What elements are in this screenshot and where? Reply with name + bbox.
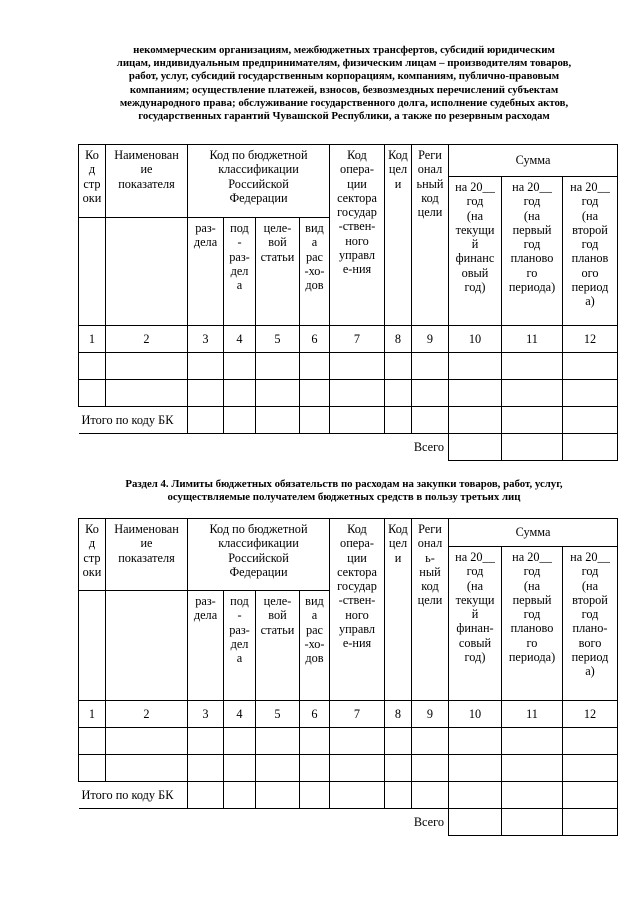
cell[interactable] bbox=[449, 434, 502, 461]
cell[interactable] bbox=[79, 353, 106, 380]
column-number: 9 bbox=[412, 326, 449, 353]
cell[interactable] bbox=[188, 380, 224, 407]
header-goal-code: Код цел и bbox=[385, 145, 412, 326]
cell[interactable] bbox=[412, 755, 449, 782]
cell[interactable] bbox=[385, 407, 412, 434]
header-row-code: Ко д стр оки bbox=[79, 519, 106, 591]
column-number: 12 bbox=[563, 326, 618, 353]
cell[interactable] bbox=[256, 407, 300, 434]
header-subsection: под - раз- дел а bbox=[224, 218, 256, 326]
cell[interactable] bbox=[563, 809, 618, 836]
cell[interactable] bbox=[224, 782, 256, 809]
cell[interactable] bbox=[502, 380, 563, 407]
column-number: 8 bbox=[385, 701, 412, 728]
header-year-current: на 20__ год (на текущи й финанс овый год) bbox=[449, 177, 502, 326]
cell[interactable] bbox=[300, 407, 330, 434]
table-row bbox=[79, 728, 618, 755]
cell[interactable] bbox=[256, 782, 300, 809]
cell[interactable] bbox=[300, 380, 330, 407]
cell[interactable] bbox=[188, 353, 224, 380]
cell[interactable] bbox=[502, 782, 563, 809]
grand-total-label: Всего bbox=[79, 809, 449, 836]
cell[interactable] bbox=[502, 407, 563, 434]
header-sum: Сумма bbox=[449, 145, 618, 177]
table-row bbox=[79, 353, 618, 380]
header-budget-classification: Код по бюджетной классификации Российской Федерации bbox=[188, 519, 330, 591]
header-regional-goal-code: Реги онал ь- ный код цели bbox=[412, 519, 449, 701]
cell[interactable] bbox=[330, 353, 385, 380]
cell[interactable] bbox=[412, 728, 449, 755]
header-sum: Сумма bbox=[449, 519, 618, 547]
column-number: 4 bbox=[224, 701, 256, 728]
cell[interactable] bbox=[79, 380, 106, 407]
column-number: 10 bbox=[449, 701, 502, 728]
header-indicator-name: Наименован ие показателя bbox=[106, 145, 188, 218]
table-row bbox=[79, 755, 618, 782]
header-subsection: под - раз- дел а bbox=[224, 591, 256, 701]
cell[interactable] bbox=[224, 755, 256, 782]
cell[interactable] bbox=[300, 782, 330, 809]
column-number: 2 bbox=[106, 326, 188, 353]
cell[interactable] bbox=[106, 353, 188, 380]
column-numbers-row bbox=[79, 701, 618, 728]
column-number: 2 bbox=[106, 701, 188, 728]
header-target-article: целе- вой статьи bbox=[256, 218, 300, 326]
cell[interactable] bbox=[449, 728, 502, 755]
cell[interactable] bbox=[79, 755, 106, 782]
cell[interactable] bbox=[502, 353, 563, 380]
column-number: 12 bbox=[563, 701, 618, 728]
cell[interactable] bbox=[449, 782, 502, 809]
cell[interactable] bbox=[188, 407, 224, 434]
cell[interactable] bbox=[449, 407, 502, 434]
section4-heading: Раздел 4. Лимиты бюджетных обязательств по расходам на закупки товаров, работ, услуг, осуществляемые получателем бюджетных средств в пользу третьих лиц bbox=[125, 478, 563, 504]
cell[interactable] bbox=[412, 782, 449, 809]
cell[interactable] bbox=[188, 755, 224, 782]
cell[interactable] bbox=[449, 353, 502, 380]
table-row bbox=[79, 380, 618, 407]
cell[interactable] bbox=[385, 353, 412, 380]
header-section: раз- дела bbox=[188, 591, 224, 701]
column-number: 9 bbox=[412, 701, 449, 728]
header-goal-code: Код цел и bbox=[385, 519, 412, 701]
header-year-first-plan: на 20__ год (на первый год планово го периода) bbox=[502, 177, 563, 326]
header-target-article: целе- вой статьи bbox=[256, 591, 300, 701]
cell[interactable] bbox=[224, 380, 256, 407]
cell[interactable] bbox=[563, 353, 618, 380]
intro-heading: некоммерческим организациям, межбюджетных трансфертов, субсидий юридическим лицам, индивидуальным предпринимателям, физическим лицам – производителям товаров, работ, услуг, субсидий государственным корпорациям, компаниям, публично-правовым компаниям; осуществление платежей, взносов, безвозмездных перечислений субъектам международного права; обслуживание государственного долга, исполнение судебных актов, государственных гарантий Чувашской Республики, а также по резервным расходам bbox=[116, 44, 572, 123]
cell[interactable] bbox=[563, 407, 618, 434]
cell[interactable] bbox=[385, 380, 412, 407]
column-number: 5 bbox=[256, 326, 300, 353]
cell[interactable] bbox=[188, 728, 224, 755]
grand-total-row bbox=[79, 809, 618, 836]
column-number: 6 bbox=[300, 326, 330, 353]
cell[interactable] bbox=[449, 809, 502, 836]
cell[interactable] bbox=[385, 755, 412, 782]
cell[interactable] bbox=[224, 728, 256, 755]
cell[interactable] bbox=[412, 407, 449, 434]
limits-table-section3 bbox=[78, 144, 618, 461]
cell[interactable] bbox=[224, 353, 256, 380]
cell[interactable] bbox=[449, 380, 502, 407]
header-year-current: на 20__ год (на текущи й финан- совый год) bbox=[449, 547, 502, 701]
limits-table-section4 bbox=[78, 518, 618, 836]
cell[interactable] bbox=[256, 755, 300, 782]
cell[interactable] bbox=[330, 380, 385, 407]
header-operation-code: Код опера- ции сектора государ -ствен- ного управл е-ния bbox=[330, 145, 385, 326]
cell[interactable] bbox=[563, 755, 618, 782]
column-number: 10 bbox=[449, 326, 502, 353]
cell[interactable] bbox=[330, 728, 385, 755]
cell[interactable] bbox=[412, 353, 449, 380]
cell[interactable] bbox=[502, 809, 563, 836]
column-number: 8 bbox=[385, 326, 412, 353]
header-row-code: Ко д стр оки bbox=[79, 145, 106, 218]
cell[interactable] bbox=[106, 380, 188, 407]
cell[interactable] bbox=[563, 782, 618, 809]
cell[interactable] bbox=[502, 728, 563, 755]
cell[interactable] bbox=[502, 755, 563, 782]
header-year-second-plan: на 20__ год (на второй год плано- вого период а) bbox=[563, 547, 618, 701]
cell[interactable] bbox=[300, 755, 330, 782]
column-number: 11 bbox=[502, 701, 563, 728]
column-number: 1 bbox=[79, 701, 106, 728]
header-year-first-plan: на 20__ год (на первый год планово го периода) bbox=[502, 547, 563, 701]
cell[interactable] bbox=[385, 782, 412, 809]
cell[interactable] bbox=[256, 728, 300, 755]
cell[interactable] bbox=[256, 380, 300, 407]
column-numbers-row bbox=[79, 326, 618, 353]
total-by-bk-label: Итого по коду БК bbox=[79, 782, 188, 809]
grand-total-label: Всего bbox=[79, 434, 449, 461]
column-number: 7 bbox=[330, 326, 385, 353]
cell[interactable] bbox=[563, 434, 618, 461]
column-number: 4 bbox=[224, 326, 256, 353]
header-year-second-plan: на 20__ год (на второй год планов ого период а) bbox=[563, 177, 618, 326]
header-operation-code: Код опера- ции сектора государ -ствен- ного управл е-ния bbox=[330, 519, 385, 701]
header-regional-goal-code: Реги онал ьный код цели bbox=[412, 145, 449, 326]
cell[interactable] bbox=[385, 728, 412, 755]
cell[interactable] bbox=[224, 407, 256, 434]
cell[interactable] bbox=[106, 755, 188, 782]
column-number: 11 bbox=[502, 326, 563, 353]
cell[interactable] bbox=[188, 782, 224, 809]
header-section: раз- дела bbox=[188, 218, 224, 326]
header-expense-type: вид а рас -хо- дов bbox=[300, 218, 330, 326]
cell[interactable] bbox=[412, 380, 449, 407]
header-indicator-name: Наименован ие показателя bbox=[106, 519, 188, 591]
cell[interactable] bbox=[300, 728, 330, 755]
cell[interactable] bbox=[79, 728, 106, 755]
column-number: 6 bbox=[300, 701, 330, 728]
cell[interactable] bbox=[449, 755, 502, 782]
grand-total-row bbox=[79, 434, 618, 461]
cell[interactable] bbox=[300, 353, 330, 380]
cell[interactable] bbox=[563, 380, 618, 407]
column-number: 1 bbox=[79, 326, 106, 353]
cell[interactable] bbox=[330, 755, 385, 782]
total-by-bk-label: Итого по коду БК bbox=[79, 407, 188, 434]
column-number: 3 bbox=[188, 701, 224, 728]
header-budget-classification: Код по бюджетной классификации Российской Федерации bbox=[188, 145, 330, 218]
total-by-bk-row bbox=[79, 782, 618, 809]
total-by-bk-row bbox=[79, 407, 618, 434]
cell[interactable] bbox=[502, 434, 563, 461]
column-number: 3 bbox=[188, 326, 224, 353]
column-number: 5 bbox=[256, 701, 300, 728]
cell[interactable] bbox=[330, 782, 385, 809]
header-expense-type: вид а рас -хо- дов bbox=[300, 591, 330, 701]
column-number: 7 bbox=[330, 701, 385, 728]
cell[interactable] bbox=[256, 353, 300, 380]
cell[interactable] bbox=[330, 407, 385, 434]
cell[interactable] bbox=[563, 728, 618, 755]
cell[interactable] bbox=[106, 728, 188, 755]
